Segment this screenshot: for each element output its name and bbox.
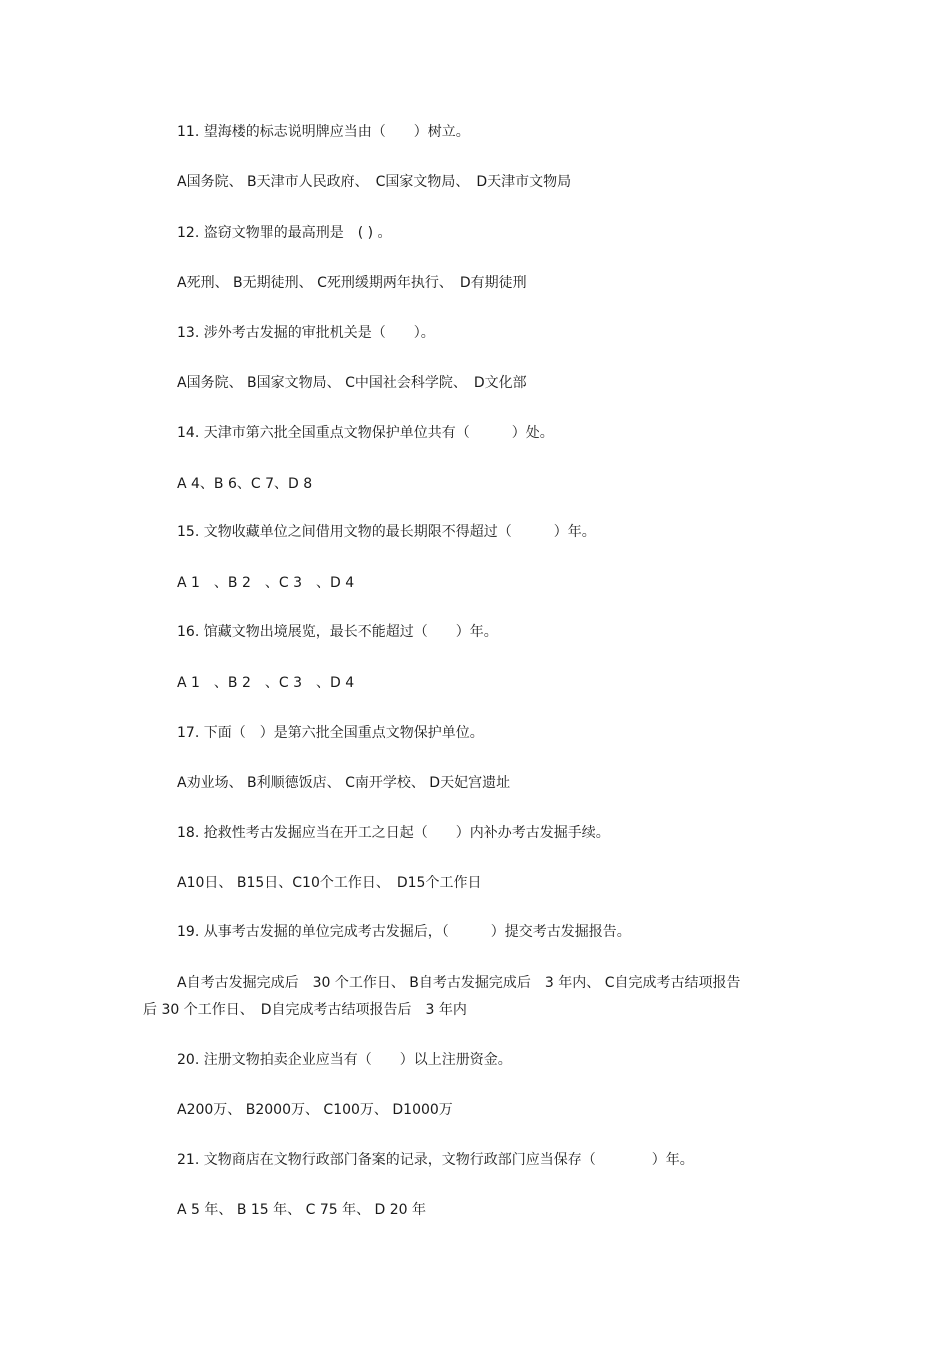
question-11: 11. 望海楼的标志说明牌应当由（ ）树立。 xyxy=(177,124,470,140)
options-21: A 5 年、 B 15 年、 C 75 年、 D 20 年 xyxy=(177,1202,427,1218)
options-11: A国务院、 B天津市人民政府、 C国家文物局、 D天津市文物局 xyxy=(177,174,572,190)
options-18: A10日、 B15日、C10个工作日、 D15个工作日 xyxy=(177,875,482,891)
question-19: 19. 从事考古发掘的单位完成考古发掘后，（ ）提交考古发掘报告。 xyxy=(177,924,631,940)
question-21: 21. 文物商店在文物行政部门备案的记录，文物行政部门应当保存（ ）年。 xyxy=(177,1152,694,1168)
options-19: A自考古发掘完成后 30 个工作日、 B自考古发掘完成后 3 年内、 C自完成考古结项报告 xyxy=(177,975,741,991)
options-12: A死刑、 B无期徒刑、 C死刑缓期两年执行、 D有期徒刑 xyxy=(177,275,527,291)
question-18: 18. 抢救性考古发掘应当在开工之日起（ ）内补办考古发掘手续。 xyxy=(177,825,610,841)
options-14: A 4、B 6、C 7、D 8 xyxy=(177,476,313,492)
options-17: A劝业场、 B利顺德饭店、 C南开学校、 D天妃宫遗址 xyxy=(177,775,511,791)
question-13: 13. 涉外考古发掘的审批机关是（ ）。 xyxy=(177,325,435,341)
options-13: A国务院、 B国家文物局、 C中国社会科学院、 D文化部 xyxy=(177,375,527,391)
question-16: 16. 馆藏文物出境展览，最长不能超过（ ）年。 xyxy=(177,624,498,640)
options-16: A 1 、B 2 、C 3 、D 4 xyxy=(177,675,355,691)
question-17: 17. 下面（ ）是第六批全国重点文物保护单位。 xyxy=(177,725,484,741)
question-20: 20. 注册文物拍卖企业应当有（ ）以上注册资金。 xyxy=(177,1052,512,1068)
question-12: 12. 盗窃文物罪的最高刑是 ( ) 。 xyxy=(177,225,392,241)
question-15: 15. 文物收藏单位之间借用文物的最长期限不得超过（ ）年。 xyxy=(177,524,596,540)
options-15: A 1 、B 2 、C 3 、D 4 xyxy=(177,575,355,591)
options-19-continued: 后 30 个工作日、 D自完成考古结项报告后 3 年内 xyxy=(143,1002,467,1018)
options-20: A200万、 B2000万、 C100万、 D1000万 xyxy=(177,1102,453,1118)
question-14: 14. 天津市第六批全国重点文物保护单位共有（ ）处。 xyxy=(177,425,554,441)
